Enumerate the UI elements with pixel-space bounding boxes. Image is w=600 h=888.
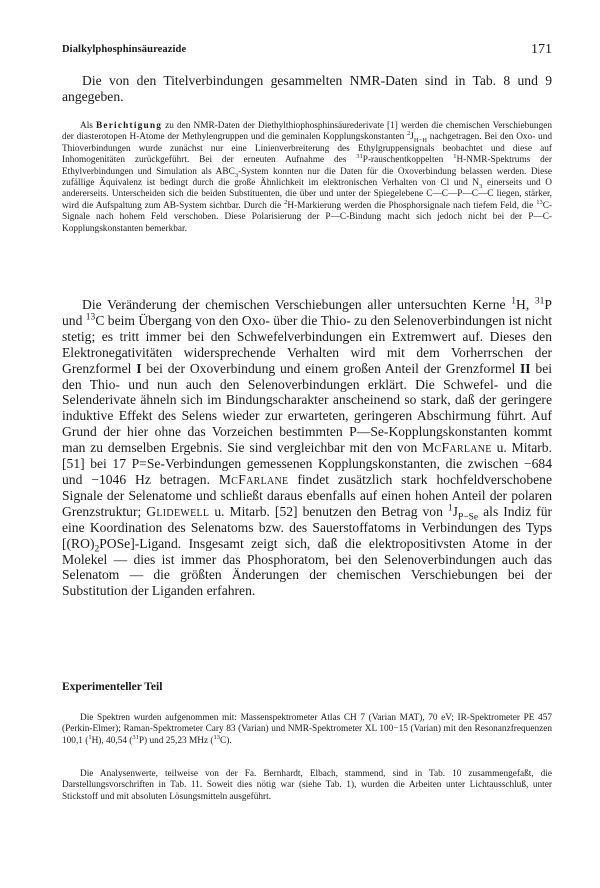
author-name: McFarlane <box>218 471 289 487</box>
main-paragraph: Die Veränderung der chemischen Verschiebungen aller untersuchten Kerne $^1$H, $^{31}$P und $^{13}$C beim Übergang von den Oxo- über die Thio- zu den Selenoverbindungen ist nicht stetig; es tritt immer bei den Schwefelverbindungen ein Extremwert auf. Dieses den Elektronegativitäten widersprechende Verhalten wird mit dem Vorherrschen der Grenzformel I bei der Oxoverbindung und einem großen Anteil der Grenzformel II bei den Thio- und nun auch den Selenoverbindungen erklärt. Die Schwefel- und die Selenderivate ähneln sich im Bindungscharakter anscheinend so stark, daß der geringere induktive Effekt des Selens wieder zur erwarteten, geringeren Abschirmung führt. Auf Grund der hier ohne das Vorzeichen bestimmten P—Se-Kopplungskonstanten kommt man zu demselben Ergebnis. Sie sind vergleichbar mit den von McFarlane u. Mitarb. [51] bei 17 P=Se-Verbindungen gemessenen Kopplungskonstanten, die zwischen −684 und −1046 Hz betragen. McFarlane findet zusätzlich stark hochfeldverschobene Signale der Selenatome und schließt daraus ebenfalls auf einen hohen Anteil der polaren Grenzstruktur; Glidewell u. Mitarb. [52] benutzen den Betrag von $^1J_{P-Se}$ als Indiz für eine Koordination des Selenatoms bzw. des Sauerstoffatoms in Verbindungen des Typs $[(RO)_2POSe]$-Ligand. Insgesamt zeigt sich, daß die elektropositivsten Atome in der Molekel — dies ist immer das Phosphoratom, bei den Selenoverbindungen auch das Selenatom — die größten Änderungen der chemischen Verschiebungen bei der Substitution der Liganden erfahren. <box>62 296 553 599</box>
experimental-paragraph-1: Die Spektren wurden aufgenommen mit: Massenspektrometer Atlas CH 7 (Varian MAT), 70 eV; IR-Spektrometer PE 457 (Perkin-Elmer); Raman-Spektrometer Cary 83 (Varian) und NMR-Spektrometer XL 100−15 (Varian) mit den Resonanzfrequenzen 100,1 ($^1$H), 40,54 ($^{31}$P) und 25,23 MHz ($^{13}$C). <box>62 713 552 746</box>
experimental-paragraph-2: Die Analysenwerte, teilweise von der Fa. Bernhardt, Elbach, stammend, sind in Tab. 10 zusammengefaßt, die Darstellungsvorschriften in Tab. 11. Soweit dies nötig war (siehe Tab. 1), wurden die Arbeiten unter Lichtausschluß, unter Stickstoff und mit absoluten Lösungsmitteln ausgeführt. <box>62 769 552 802</box>
correction-lead-word: Berichtigung <box>96 121 163 131</box>
section-heading: Experimenteller Teil <box>62 681 163 693</box>
intro-paragraph: Die von den Titelverbindungen gesammelten NMR-Daten sind in Tab. 8 und 9 angegeben. <box>62 73 552 104</box>
correction-note: Als Berichtigung zu den NMR-Daten der Diethylthiophosphinsäurederivate [1] werden die chemischen Verschiebungen der diasterotopen H-Atome der Methylengruppen und die geminalen Kopplungskonstanten $^2J_{H-H}$ nachgetragen. Bei den Oxo- und Thioverbindungen wurde zunächst nur eine Linienverbreiterung des Ethylgruppensignals beobachtet und diese auf Inhomogenitäten zurückgeführt. Bei der erneuten Aufnahme des $^{31}$P-rauschentkoppelten $^1$H-NMR-Spektrums der Ethylverbindungen und Simulation als $ABC_3$-System konnten nur die Daten für die Oxoverbindung belassen werden. Diese zufällige Äquivalenz ist bedingt durch die große Ähnlichkeit im elektronischen Verhalten von Cl und $N_3$ einerseits und O andererseits. Unterscheiden sich die beiden Substituenten, die über und unter der Spiegelebene C—C—P—C—C liegen, stärker, wird die Aufspaltung zum AB-System sichtbar. Durch die $^2$H-Markierung werden die Phosphorsignale nach tiefem Feld, die $^{13}$C-Signale nach hohem Feld verschoben. Diese Polarisierung der P—C-Bindung macht sich jedoch nicht bei der P—C-Kopplungskonstanten bemerkbar. <box>62 121 553 234</box>
running-title: Dialkylphosphinsäureazide <box>62 44 187 55</box>
page-number: 171 <box>531 42 552 57</box>
running-head <box>62 44 552 60</box>
author-name: Glidewell <box>146 503 210 519</box>
author-name: McFarlane <box>422 440 492 456</box>
